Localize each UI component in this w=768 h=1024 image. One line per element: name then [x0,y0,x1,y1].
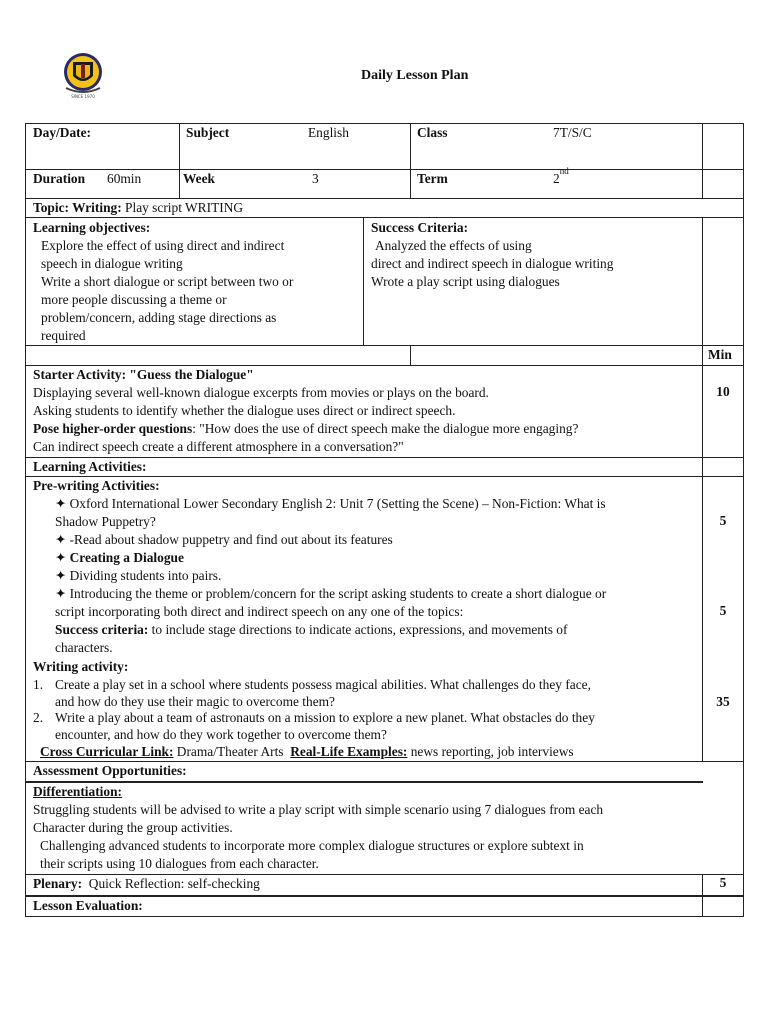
table-border-left [25,123,26,917]
success-line: direct and indirect speech in dialogue writing [371,256,614,271]
list-number: 2. [33,710,44,725]
cross-curricular-label: Cross Curricular Link: [40,744,174,759]
writing-activity-label: Writing activity: [33,659,129,674]
table-border-bottom [25,916,744,917]
objectives-label: Learning objectives: [33,220,151,235]
learning-activities-label: Learning Activities: [33,459,147,474]
star-icon: ✦ [55,532,67,547]
col-line [702,123,703,198]
min-header: Min [708,347,732,362]
class-label: Class [417,125,448,140]
prewriting-item [55,549,184,567]
term-suffix: nd [559,165,569,176]
objective-line: speech in dialogue writing [41,256,183,271]
success-line: Analyzed the effects of using [375,238,532,253]
col-line [702,217,703,345]
plenary-row [33,875,260,893]
starter-label: Starter Activity: "Guess the Dialogue" [33,367,254,382]
prewriting-text: characters. [55,640,113,655]
school-logo [58,50,108,104]
starter-line: Displaying several well-known dialogue excerpts from movies or plays on the board. [33,385,489,400]
prewriting-text: script incorporating both direct and indirect speech on any one of the topics: [55,604,464,619]
star-icon: ✦ [55,568,67,583]
starter-line: Can indirect speech create a different atmosphere in a conversation?" [33,439,404,454]
hoq-text: : "How does the use of direct speech make the dialogue more engaging? [192,421,579,436]
col-line [179,123,180,198]
col-line [363,217,364,345]
starter-line: Asking students to identify whether the dialogue uses direct or indirect speech. [33,403,456,418]
row-line [25,782,703,783]
differentiation-line: Character during the group activities. [33,820,233,835]
page-title: Daily Lesson Plan [361,68,469,83]
prewriting-text: Dividing students into pairs. [69,568,222,583]
term-label: Term [417,171,448,186]
row-line [25,345,744,346]
prewriting-item [55,567,221,585]
class-value: 7T/S/C [553,125,592,140]
real-life-label: Real-Life Examples: [290,744,408,759]
prewriting-success-text: to include stage directions to indicate actions, expressions, and movements of [148,622,568,637]
topic-label: Topic: Writing: [33,200,122,215]
plenary-label: Plenary: [33,876,83,891]
differentiation-label: Differentiation: [33,784,123,799]
prewriting-item [55,531,393,549]
writing-item: and how do they use their magic to overcome them? [55,694,336,709]
objective-line: problem/concern, adding stage directions as [41,310,277,325]
list-number: 1. [33,677,44,692]
subject-value: English [308,125,349,140]
subject-label: Subject [186,125,230,140]
prewriting-label: Pre-writing Activities: [33,478,160,493]
row-line [25,217,744,218]
prewriting-item [55,495,606,513]
duration-label: Duration [33,171,86,186]
prewriting-success-label: Success criteria: [55,622,149,637]
objective-line: more people discussing a theme or [41,292,227,307]
writing-minutes: 35 [716,694,730,709]
differentiation-line: their scripts using 10 dialogues from each character. [40,856,319,871]
term-number: 2 [553,171,560,186]
topic-value: Play script WRITING [125,200,244,215]
success-criteria-label: Success Criteria: [371,220,469,235]
writing-item: encounter, and how do they work together to overcome them? [55,727,387,742]
star-icon: ✦ [55,586,67,601]
week-label: Week [183,171,215,186]
cross-curricular-row [40,743,574,761]
term-value [553,165,569,188]
prewriting-item [55,585,606,603]
prewriting-minutes-b: 5 [719,603,727,618]
plenary-value: Quick Reflection: self-checking [88,876,260,891]
prewriting-text: Introducing the theme or problem/concern for the script asking students to create a short dialogue or [69,586,607,601]
duration-value: 60min [107,171,142,186]
objective-line: Write a short dialogue or script between two or [41,274,294,289]
success-line: Wrote a play script using dialogues [371,274,560,289]
starter-minutes: 10 [716,384,730,399]
differentiation-line: Struggling students will be advised to write a play script with simple scenario using 7 dialogues from each [33,802,604,817]
objective-line: Explore the effect of using direct and indirect [41,238,285,253]
lesson-evaluation-label: Lesson Evaluation: [33,898,143,913]
starter-question [33,420,578,438]
cross-curricular-value: Drama/Theater Arts [176,744,284,759]
prewriting-text: Oxford International Lower Secondary English 2: Unit 7 (Setting the Scene) – Non-Fiction: What is [69,496,606,511]
star-icon: ✦ [55,550,67,565]
day-date-label: Day/Date: [33,125,92,140]
plenary-minutes: 5 [719,875,727,890]
prewriting-minutes-a: 5 [719,513,727,528]
writing-item: Write a play about a team of astronauts on a mission to explore a new planet. What obstacles do they [55,710,595,725]
star-icon: ✦ [55,496,67,511]
col-line [410,123,411,198]
assessment-label: Assessment Opportunities: [33,763,187,778]
differentiation-line: Challenging advanced students to incorporate more complex dialogue structures or explore subtext in [40,838,584,853]
logo-caption: SINCE 1970 [71,94,95,99]
prewriting-text: -Read about shadow puppetry and find out about its features [69,532,393,547]
week-value: 3 [312,171,319,186]
hoq-label: Pose higher-order questions [33,421,193,436]
topic-row [33,199,243,217]
objective-line: required [41,328,86,343]
table-border-top [25,123,744,124]
writing-item: Create a play set in a school where students possess magical abilities. What challenges do they face, [55,677,591,692]
prewriting-heading: Creating a Dialogue [69,550,184,565]
col-line [410,345,411,365]
prewriting-success [55,621,567,639]
real-life-value: news reporting, job interviews [410,744,574,759]
prewriting-text: Shadow Puppetry? [55,514,156,529]
